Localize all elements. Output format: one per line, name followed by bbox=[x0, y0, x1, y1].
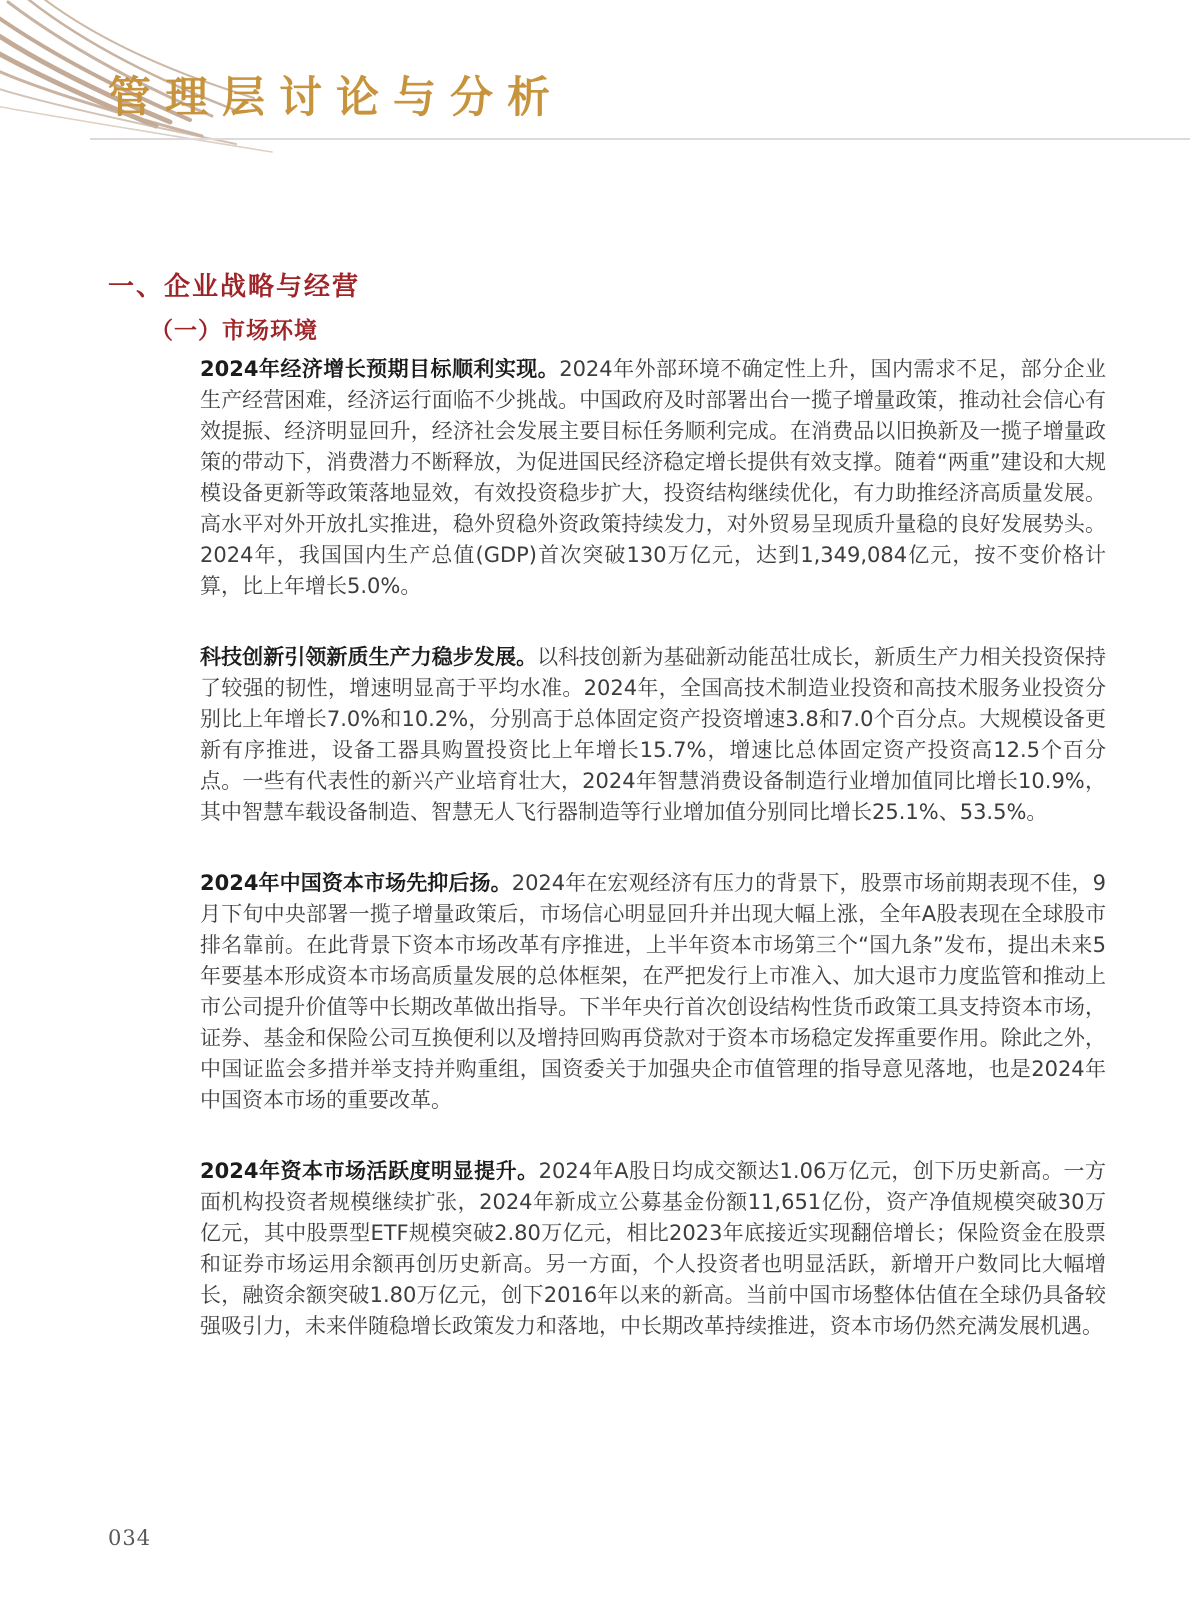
paragraph-body: 2024年外部环境不确定性上升，国内需求不足，部分企业生产经营困难，经济运行面临不少挑战。中国政府及时部署出台一揽子增量政策，推动社会信心有效提振、经济明显回升，经济社会发展主要目标任务顺利完成。在消费品以旧换新及一揽子增量政策的带动下，消费潜力不断释放，为促进国民经济稳定增长提供有效支撑。随着“两重”建设和大规模设备更新等政策落地显效，有效投资稳步扩大，投资结构继续优化，有力助推经济高质量发展。高水平对外开放扎实推进，稳外贸稳外资政策持续发力，对外贸易呈现质升量稳的良好发展势头。2024年，我国国内生产总值(GDP)首次突破130万亿元，达到1,349,084亿元，按不变价格计算，比上年增长5.0%。 bbox=[200, 357, 1106, 598]
page-number: 034 bbox=[108, 1526, 152, 1550]
paragraph-tech-innovation bbox=[200, 642, 1106, 828]
paragraph-capital-market bbox=[200, 868, 1106, 1116]
sub-section-heading: （一）市场环境 bbox=[150, 318, 318, 344]
paragraph-lead: 2024年经济增长预期目标顺利实现。 bbox=[200, 357, 560, 381]
chapter-title: 管理层讨论与分析 bbox=[108, 73, 564, 123]
paragraph-body: 2024年A股日均成交额达1.06万亿元，创下历史新高。一方面机构投资者规模继续扩张，2024年新成立公募基金份额11,651亿份，资产净值规模突破30万亿元，其中股票型ETF规模突破2.80万亿元，相比2023年底接近实现翻倍增长；保险资金在股票和证券市场运用余额再创历史新高。另一方面，个人投资者也明显活跃，新增开户数同比大幅增长，融资余额突破1.80万亿元，创下2016年以来的新高。当前中国市场整体估值在全球仍具备较强吸引力，未来伴随稳增长政策发力和落地，中长期改革持续推进，资本市场仍然充满发展机遇。 bbox=[200, 1159, 1106, 1338]
section-heading: 一、企业战略与经营 bbox=[108, 272, 361, 302]
paragraph-lead: 科技创新引领新质生产力稳步发展。 bbox=[200, 645, 538, 669]
paragraph-economy bbox=[200, 354, 1106, 602]
body-content bbox=[200, 354, 1106, 1382]
header-divider bbox=[90, 138, 1190, 140]
paragraph-lead: 2024年中国资本市场先抑后扬。 bbox=[200, 871, 512, 895]
paragraph-market-activity bbox=[200, 1156, 1106, 1342]
paragraph-body: 2024年在宏观经济有压力的背景下，股票市场前期表现不佳，9月下旬中央部署一揽子增量政策后，市场信心明显回升并出现大幅上涨，全年A股表现在全球股市排名靠前。在此背景下资本市场改革有序推进，上半年资本市场第三个“国九条”发布，提出未来5年要基本形成资本市场高质量发展的总体框架，在严把发行上市准入、加大退市力度监管和推动上市公司提升价值等中长期改革做出指导。下半年央行首次创设结构性货币政策工具支持资本市场，证券、基金和保险公司互换便利以及增持回购再贷款对于资本市场稳定发挥重要作用。除此之外，中国证监会多措并举支持并购重组，国资委关于加强央企市值管理的指导意见落地，也是2024年中国资本市场的重要改革。 bbox=[200, 871, 1106, 1112]
paragraph-body: 以科技创新为基础新动能茁壮成长，新质生产力相关投资保持了较强的韧性，增速明显高于平均水准。2024年，全国高技术制造业投资和高技术服务业投资分别比上年增长7.0%和10.2%，分别高于总体固定资产投资增速3.8和7.0个百分点。大规模设备更新有序推进，设备工器具购置投资比上年增长15.7%，增速比总体固定资产投资高12.5个百分点。一些有代表性的新兴产业培育壮大，2024年智慧消费设备制造行业增加值同比增长10.9%，其中智慧车载设备制造、智慧无人飞行器制造等行业增加值分别同比增长25.1%、53.5%。 bbox=[200, 645, 1107, 824]
paragraph-lead: 2024年资本市场活跃度明显提升。 bbox=[200, 1159, 539, 1183]
